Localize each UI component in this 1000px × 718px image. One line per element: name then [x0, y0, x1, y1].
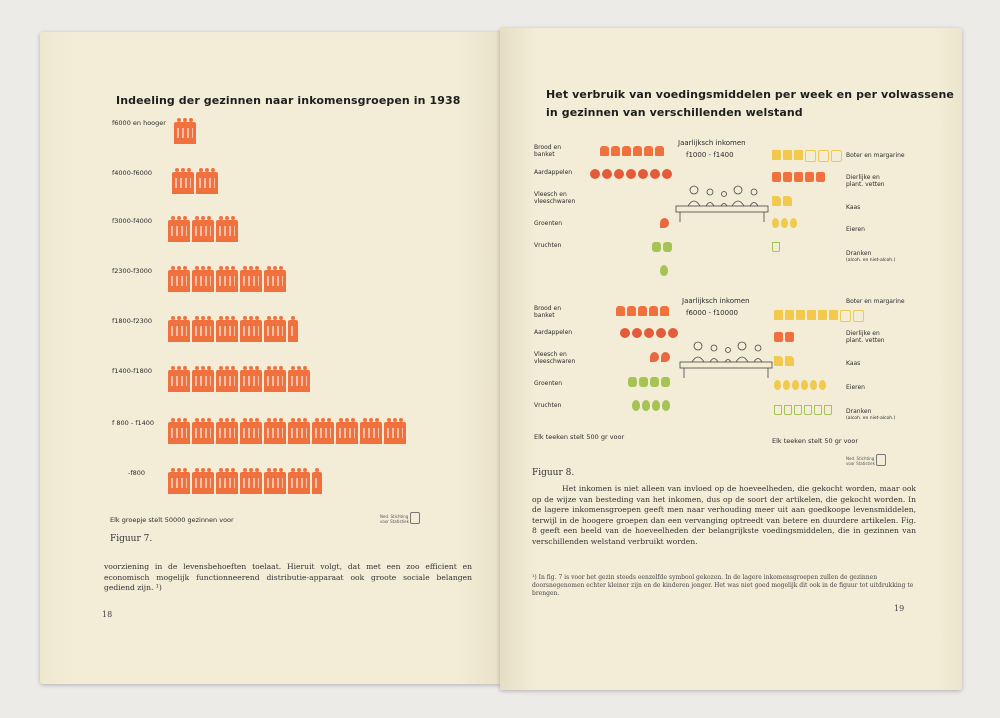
family-row-label: f2300-f3000 — [112, 267, 153, 275]
panel2-left-item-meat: Vleesch en vleeschwaren — [534, 351, 576, 365]
figure8-legend-left: Elk teeken stelt 500 gr voor — [534, 433, 625, 441]
family-symbol-icon — [216, 422, 238, 444]
family-symbol-icon — [196, 172, 218, 194]
family-symbol-icon — [264, 370, 286, 392]
foundation-logo-icon — [876, 454, 886, 466]
family-symbol-icon — [172, 172, 194, 194]
figure8-caption: Figuur 8. — [532, 468, 575, 478]
panel1-egg-symbols — [772, 218, 797, 228]
family-row-label: f1400-f1800 — [112, 367, 153, 375]
panel2-right-item-fats: Dierlijke en plant. vetten — [846, 330, 885, 344]
family-symbol-icon — [312, 422, 334, 444]
panel2-left-item-fruit: Vruchten — [534, 402, 562, 409]
panel2-bread-symbols — [616, 306, 669, 316]
panel2-fruit-symbols — [632, 400, 670, 411]
family-symbol-icon — [168, 472, 190, 494]
right-body-text: Het inkomen is niet alleen van invloed op de hoeveelheden, die gekocht worden, maar ook op de wijze van besteding van het inkomen, dus op de soort der artikelen, die gekocht worden. In de lagere inkomensgroepen geeft men naar verhouding meer uit aan goedkoope levensmiddelen, terwijl in de hoogere groepen dan een vervanging optreedt van betere en duurdere artikelen. Fig. 8 geeft een beeld van de hoeveelheden der belangrijkste voedingsmiddelen, die in gezinnen van verschillenden welstand verbruikt worden. — [532, 484, 916, 546]
panel2-right-item-eggs: Eieren — [846, 384, 865, 391]
family-symbol-icon — [240, 422, 262, 444]
family-symbol-icon — [168, 270, 190, 292]
family-symbol-icon — [168, 320, 190, 342]
figure8-legend-right: Elk teeken stelt 50 gr voor — [772, 437, 859, 445]
family-symbol-icon — [336, 422, 358, 444]
panel1-family-table-icon — [672, 178, 772, 224]
right-footnote: ¹) In fig. 7 is voor het gezin steeds eenzelfde symbool gekozen. In de lagere inkomensgroepen zullen de gezinnen doorsnegenomen echter kleiner zijn en de kinderen jonger. Het was niet goed mogelijk dit ook in de figuur tot uitdrukking te brengen. — [532, 574, 914, 597]
panel1-potato-symbols — [590, 169, 672, 179]
panel2-right-item-drinks: Dranken — [846, 408, 872, 415]
panel1-bread-symbols — [600, 146, 664, 156]
family-symbol-icon — [288, 370, 310, 392]
family-symbol-half-icon — [288, 320, 298, 342]
family-row-symbols — [168, 370, 310, 392]
panel1-income-range: f1000 - f1400 — [686, 151, 734, 159]
family-row-label: f 800 - f1400 — [112, 419, 155, 427]
panel2-butter-symbols — [774, 310, 864, 322]
panel1-right-item-drinks: Dranken — [846, 250, 872, 257]
figure7-stamp: Ned. Stichting voor Statistiek — [380, 514, 409, 524]
panel2-drinks-note: (alcoh. en niet-alcoh.) — [846, 416, 896, 421]
figure7-legend: Elk groepje stelt 50000 gezinnen voor — [110, 516, 234, 524]
panel1-cheese-symbols — [772, 196, 792, 206]
panel2-potato-symbols — [620, 328, 678, 338]
panel1-vegetable-symbols — [652, 242, 672, 252]
family-symbol-icon — [264, 422, 286, 444]
family-symbol-icon — [216, 320, 238, 342]
family-symbol-icon — [192, 370, 214, 392]
panel2-egg-symbols — [774, 380, 826, 390]
right-page — [500, 28, 962, 690]
family-row-symbols — [174, 122, 196, 144]
family-symbol-icon — [360, 422, 382, 444]
family-symbol-icon — [192, 220, 214, 242]
panel1-left-item-potatoes: Aardappelen — [534, 169, 573, 176]
family-row-symbols — [168, 220, 238, 242]
panel1-right-item-cheese: Kaas — [846, 204, 861, 211]
panel2-cheese-symbols — [774, 356, 794, 366]
family-symbol-icon — [264, 270, 286, 292]
panel2-meat-symbols — [650, 352, 670, 362]
family-symbol-icon — [240, 370, 262, 392]
panel2-income-label: Jaarlijksch inkomen — [682, 297, 750, 305]
family-symbol-icon — [240, 320, 262, 342]
family-symbol-icon — [384, 422, 406, 444]
panel1-drinks-note: (alcoh. en niet-alcoh.) — [846, 258, 896, 263]
family-symbol-icon — [216, 370, 238, 392]
panel2-right-item-cheese: Kaas — [846, 360, 861, 367]
family-symbol-icon — [168, 220, 190, 242]
panel1-left-item-fruit: Vruchten — [534, 242, 562, 249]
family-symbol-icon — [192, 320, 214, 342]
figure7-caption: Figuur 7. — [110, 534, 153, 544]
panel1-left-item-bread: Brood en banket — [534, 144, 562, 158]
panel2-income-range: f6000 - f10000 — [686, 309, 738, 317]
family-symbol-icon — [216, 472, 238, 494]
family-symbol-icon — [174, 122, 196, 144]
panel1-meat-symbols — [660, 218, 669, 228]
panel2-family-table-icon — [676, 334, 776, 380]
family-row-symbols — [168, 472, 322, 494]
panel1-left-item-vegetables: Groenten — [534, 220, 562, 227]
family-symbol-icon — [288, 472, 310, 494]
panel2-vegetable-symbols — [628, 377, 670, 387]
panel1-right-item-eggs: Eieren — [846, 226, 865, 233]
family-row-label: f6000 en hooger — [112, 119, 166, 127]
family-row-symbols — [168, 422, 406, 444]
right-page-number: 19 — [894, 604, 905, 613]
panel1-right-item-butter: Boter en margarine — [846, 152, 905, 159]
family-symbol-icon — [264, 320, 286, 342]
panel2-right-item-butter: Boter en margarine — [846, 298, 905, 305]
panel2-left-item-vegetables: Groenten — [534, 380, 562, 387]
family-symbol-icon — [216, 220, 238, 242]
panel1-fat-symbols — [772, 172, 825, 182]
figure8-title-line2: in gezinnen van verschillenden welstand — [546, 106, 803, 119]
family-row-label: f4000-f6000 — [112, 169, 153, 177]
panel1-income-label: Jaarlijksch inkomen — [678, 139, 746, 147]
panel1-fruit-symbols — [660, 265, 668, 276]
panel2-left-item-potatoes: Aardappelen — [534, 329, 573, 336]
figure8-stamp: Ned. Stichting voor Statistiek — [846, 456, 875, 466]
left-page-number: 18 — [102, 610, 113, 619]
family-row-label: f1800-f2300 — [112, 317, 153, 325]
panel1-left-item-meat: Vleesch en vleeschwaren — [534, 191, 576, 205]
family-symbol-icon — [168, 370, 190, 392]
foundation-logo-icon — [410, 512, 420, 524]
panel2-left-item-bread: Brood en banket — [534, 305, 562, 319]
figure7-title: Indeeling der gezinnen naar inkomensgroepen in 1938 — [116, 94, 461, 107]
panel1-drink-symbols — [772, 242, 780, 252]
family-symbol-icon — [288, 422, 310, 444]
family-row-symbols — [168, 270, 286, 292]
family-symbol-icon — [240, 472, 262, 494]
family-symbol-half-icon — [312, 472, 322, 494]
family-symbol-icon — [168, 422, 190, 444]
family-row-label: f3000-f4000 — [112, 217, 153, 225]
left-body-text: voorziening in de levensbehoeften toelaat. Hieruit volgt, dat met een zoo efficient en economisch mogelijk functionneerend distributie-apparaat ook groote sociale belangen gediend zijn. ¹) — [104, 562, 472, 593]
family-symbol-icon — [240, 270, 262, 292]
family-symbol-icon — [192, 472, 214, 494]
family-row-label: -f800 — [128, 469, 146, 477]
panel2-drink-symbols — [774, 405, 832, 415]
family-symbol-icon — [192, 270, 214, 292]
family-row-symbols — [168, 320, 298, 342]
family-row-symbols — [172, 172, 218, 194]
left-page — [40, 32, 502, 684]
panel1-right-item-fats: Dierlijke en plant. vetten — [846, 174, 885, 188]
family-symbol-icon — [192, 422, 214, 444]
figure8-title-line1: Het verbruik van voedingsmiddelen per week en per volwassene — [546, 88, 954, 101]
panel2-fat-symbols — [774, 332, 794, 342]
panel1-butter-symbols — [772, 150, 842, 162]
family-symbol-icon — [216, 270, 238, 292]
family-symbol-icon — [264, 472, 286, 494]
